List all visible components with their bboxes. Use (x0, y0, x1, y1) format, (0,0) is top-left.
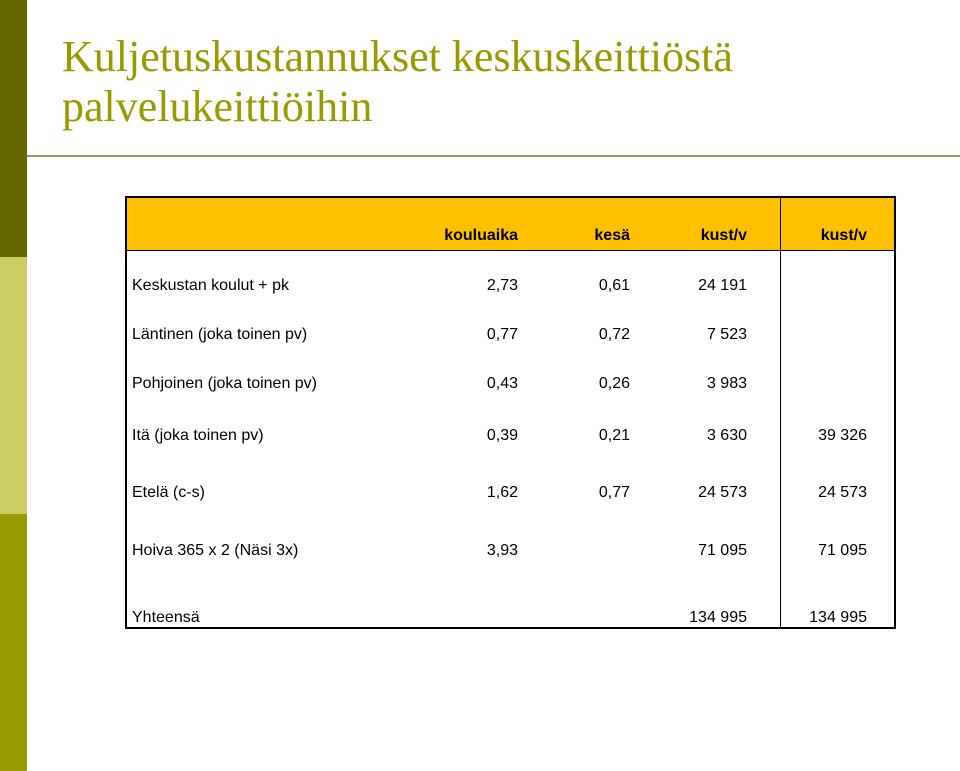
row-kesa: 0,77 (598, 484, 630, 501)
sidebar-stripe-dark (0, 0, 27, 257)
row-kouluaika: 0,77 (486, 326, 518, 343)
row-kouluaika: 1,62 (486, 484, 518, 501)
header-kesa: kesä (594, 227, 630, 244)
row-kouluaika: 2,73 (486, 277, 518, 294)
row-kust2: 71 095 (818, 542, 867, 559)
row-kesa: 0,21 (598, 427, 630, 444)
row-kust1: 24 191 (698, 277, 747, 294)
row-kesa: 0,26 (598, 375, 630, 392)
row-label: Itä (joka toinen pv) (132, 427, 264, 444)
row-kust2: 39 326 (818, 427, 867, 444)
header-kust-v-1: kust/v (700, 227, 747, 244)
title-divider (27, 155, 960, 157)
cost-table (125, 196, 896, 629)
total-label: Yhteensä (132, 609, 200, 626)
total-kust2: 134 995 (809, 609, 867, 626)
row-kust1: 24 573 (698, 484, 747, 501)
header-kouluaika: kouluaika (444, 227, 518, 244)
row-kust1: 3 983 (706, 375, 747, 392)
sidebar-stripe-light (0, 257, 27, 514)
row-kesa: 0,61 (598, 277, 630, 294)
row-label: Etelä (c-s) (132, 484, 205, 501)
row-kouluaika: 0,39 (486, 427, 518, 444)
sidebar-stripe-mid (0, 514, 27, 771)
column-divider (780, 198, 781, 627)
row-kust1: 3 630 (706, 427, 747, 444)
row-label: Keskustan koulut + pk (132, 277, 289, 294)
row-kust1: 71 095 (698, 542, 747, 559)
slide-title (62, 32, 942, 132)
slide-title-line1: Kuljetuskustannukset keskuskeittiöstä (62, 32, 733, 81)
row-kouluaika: 0,43 (486, 375, 518, 392)
slide-title-line2: palvelukeittiöihin (62, 82, 373, 131)
row-kouluaika: 3,93 (486, 542, 518, 559)
total-kust1: 134 995 (689, 609, 747, 626)
row-label: Pohjoinen (joka toinen pv) (132, 375, 318, 392)
row-kust1: 7 523 (706, 326, 747, 343)
row-label: Hoiva 365 x 2 (Näsi 3x) (132, 542, 299, 559)
row-kust2: 24 573 (818, 484, 867, 501)
table-header-row (127, 198, 894, 251)
row-kesa: 0,72 (598, 326, 630, 343)
row-label: Läntinen (joka toinen pv) (132, 326, 308, 343)
header-kust-v-2: kust/v (820, 227, 867, 244)
